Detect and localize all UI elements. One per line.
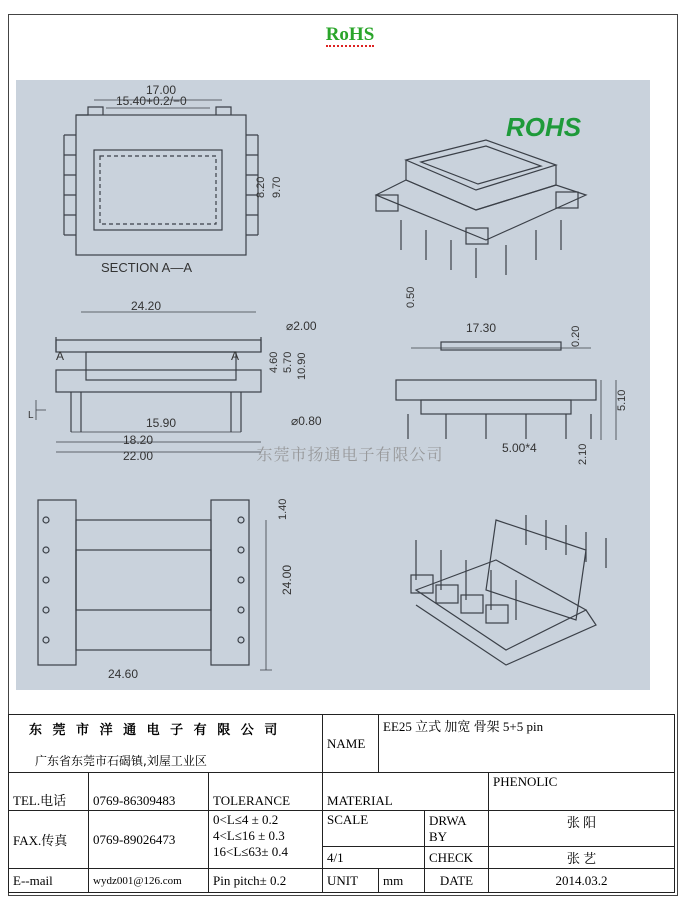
company-name: 东 莞 市 洋 通 电 子 有 限 公 司 xyxy=(29,723,281,738)
drawing-svg xyxy=(16,80,650,690)
dim-140: 1.40 xyxy=(277,498,289,520)
scale-label: SCALE xyxy=(323,811,425,847)
dim-phi080: ⌀0.80 xyxy=(291,414,322,428)
rohs-title-text: RoHS xyxy=(325,24,375,45)
iso-view-top xyxy=(376,140,586,278)
dim-460: 4.60 xyxy=(268,351,280,373)
dim-500x4: 5.00*4 xyxy=(502,441,537,455)
email-value: wydz001@126.com xyxy=(89,869,209,893)
drawn-label: DRWA BY xyxy=(425,811,489,847)
tel-value: 0769-86309483 xyxy=(89,773,209,811)
dim-1540: 15.40+0.2/−0 xyxy=(116,94,187,108)
dim-2460: 24.60 xyxy=(108,667,139,681)
dim-820: 8.20 xyxy=(255,176,267,198)
tolerance-row-2: 4<L≤16 ± 0.3 xyxy=(213,828,285,843)
name-value: EE25 立式 加宽 骨架 5+5 pin xyxy=(379,715,675,773)
dim-1090: 10.90 xyxy=(296,352,308,380)
date-value: 2014.03.2 xyxy=(489,869,675,893)
label-l: L xyxy=(28,410,34,421)
title-block xyxy=(8,714,675,893)
email-label: E--mail xyxy=(9,869,89,893)
dim-17: 17.00 xyxy=(146,83,177,97)
dim-510: 5.10 xyxy=(616,389,628,411)
dim-050: 0.50 xyxy=(405,286,417,308)
dim-1820: 18.20 xyxy=(123,433,154,447)
section-label: SECTION A—A xyxy=(101,260,193,275)
dim-210: 2.10 xyxy=(577,443,589,465)
tolerance-values xyxy=(209,811,323,869)
check-value: 张 艺 xyxy=(489,847,675,869)
pin-pitch: Pin pitch± 0.2 xyxy=(209,869,323,893)
side-view xyxy=(36,312,261,452)
section-view xyxy=(64,100,258,255)
tolerance-label: TOLERANCE xyxy=(209,773,323,811)
dim-2400: 24.00 xyxy=(280,564,294,595)
front-view xyxy=(396,342,616,440)
tolerance-row-3: 16<L≤63± 0.4 xyxy=(213,844,289,859)
material-label: MATERIAL xyxy=(323,773,489,811)
top-view xyxy=(38,500,272,670)
fax-label: FAX.传真 xyxy=(9,811,89,869)
rohs-title xyxy=(0,24,700,46)
check-label: CHECK xyxy=(425,847,489,869)
material-value: PHENOLIC xyxy=(489,773,675,811)
dim-970: 9.70 xyxy=(271,176,283,198)
tel-label: TEL.电话 xyxy=(9,773,89,811)
dim-570: 5.70 xyxy=(282,351,294,373)
dim-1590: 15.90 xyxy=(146,416,177,430)
company-address: 广东省东莞市石碣镇,刘屋工业区 xyxy=(35,754,207,768)
dim-1730: 17.30 xyxy=(466,321,497,335)
dim-phi2: ⌀2.00 xyxy=(286,319,317,333)
date-label: DATE xyxy=(425,869,489,893)
unit-label: UNIT xyxy=(323,869,379,893)
tolerance-row-1: 0<L≤4 ± 0.2 xyxy=(213,812,279,827)
dim-020: 0.20 xyxy=(570,325,582,347)
scale-value: 4/1 xyxy=(323,847,425,869)
dim-2420: 24.20 xyxy=(131,299,162,313)
label-a-left: A xyxy=(56,349,65,363)
dim-2200: 22.00 xyxy=(123,449,154,463)
fax-value: 0769-89026473 xyxy=(89,811,209,869)
technical-drawing xyxy=(16,80,650,690)
unit-value: mm xyxy=(379,869,425,893)
company-cell xyxy=(9,715,323,773)
name-label: NAME xyxy=(323,715,379,773)
label-a-right: A xyxy=(231,349,240,363)
watermark: 东莞市扬通电子有限公司 xyxy=(256,445,444,464)
iso-view-bottom xyxy=(411,515,606,665)
drawn-value: 张 阳 xyxy=(489,811,675,847)
rohs-logo: ROHS xyxy=(506,112,582,142)
